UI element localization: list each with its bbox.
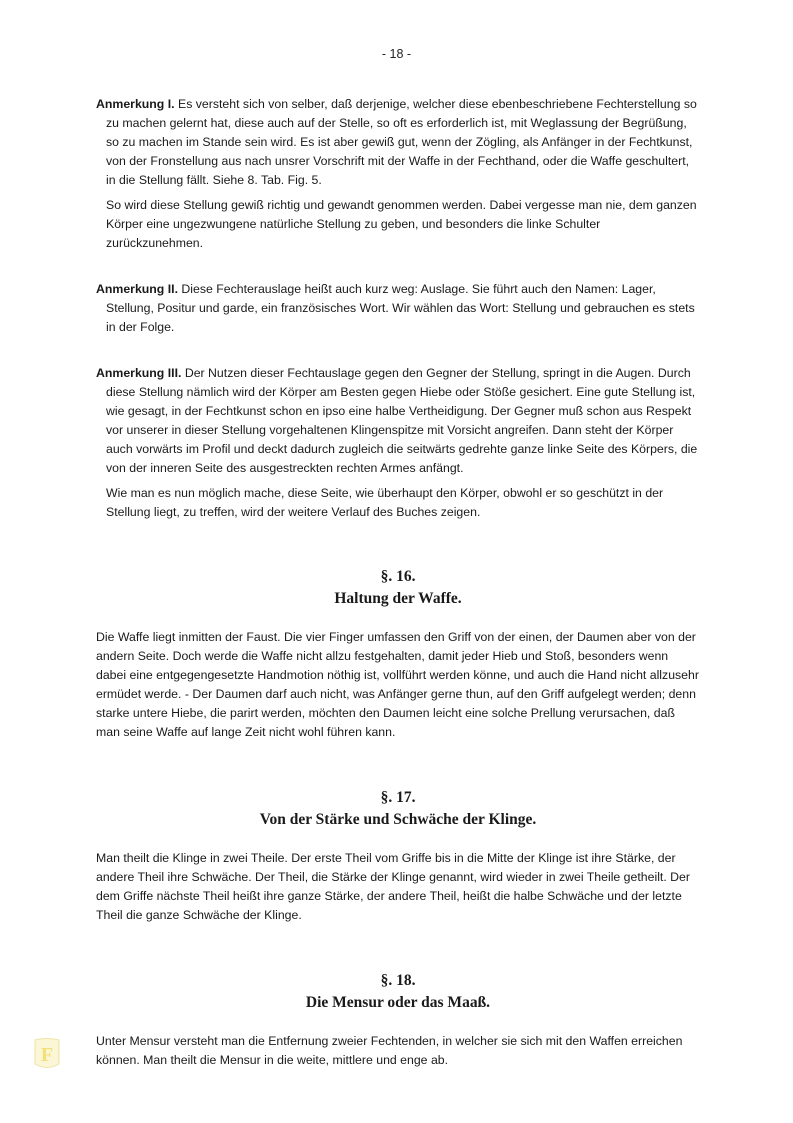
note-label: Anmerkung III. [96, 366, 182, 380]
page-number: - 18 - [381, 47, 412, 61]
note-1 [96, 95, 700, 253]
section-body: Unter Mensur versteht man die Entfernung zweier Fechtenden, in welcher sie sich mit den Waffen erreichen können. Man theilt die Mensur in die weite, mittlere und enge ab. [96, 1034, 683, 1067]
publisher-logo-icon [30, 1036, 64, 1072]
note-text: Der Nutzen dieser Fechtauslage gegen den Gegner der Stellung, springt in die Augen. Durch diese Stellung nämlich wird der Körper am Besten gegen Hiebe oder Stöße gesichert. Eine gute Stellung ist, wie gesagt, in der Fechtkunst schon en ipso eine halbe Vertheidigung. Der Gegner muß schon aus Respekt vor unserer in dieser Stellung vorgehaltenen Klingenspitze mit Vorsicht angreifen. Dann steht der Körper auch vorwärts im Profil und deckt dadurch zugleich die seitwärts gedrehte ganze linke Seite des Körpers, die von der inneren Seite des ausgestreckten rechten Armes anfängt. [106, 366, 698, 475]
logo-letter: F [40, 1044, 54, 1066]
note-text: Es versteht sich von selber, daß derjenige, welcher diese ebenbeschriebene Fechterstellung so zu machen gelernt hat, diese auch auf der Stelle, so oft es erforderlich ist, mit Weglassung der Begrüßung, so zu machen im Stande sein wird. Es ist aber gewiß gut, wenn der Zögling, als Anfänger in der Fechtkunst, von der Fronstellung aus nach unsrer Vorschrift mit der Waffe in der Fechthand, oder die Waffe geschultert, in die Stellung fällt. Siehe 8. Tab. Fig. 5. [106, 97, 697, 187]
note-label: Anmerkung II. [96, 282, 178, 296]
note-3 [96, 364, 700, 522]
note-continuation: So wird diese Stellung gewiß richtig und gewandt genommen werden. Dabei vergesse man nie, dem ganzen Körper eine ungezwungene natürliche Stellung zu geben, und besonders die linke Schulter zurückzunehmen. [106, 198, 697, 250]
section-number: §. 16. [380, 568, 416, 585]
note-text: Diese Fechterauslage heißt auch kurz weg: Auslage. Sie führt auch den Namen: Lager, Stellung, Positur und garde, ein französisches Wort. Wir wählen das Wort: Stellung und gebrauchen es stets in der Folge. [106, 282, 695, 334]
section-number: §. 17. [380, 789, 416, 806]
section-title: Die Mensur oder das Maaß. [305, 994, 491, 1011]
note-continuation: Wie man es nun möglich mache, diese Seite, wie überhaupt den Körper, obwohl er so geschützt in der Stellung liegt, zu treffen, wird der weitere Verlauf des Buches zeigen. [106, 486, 664, 519]
section-title: Haltung der Waffe. [334, 590, 462, 607]
section-body: Die Waffe liegt inmitten der Faust. Die vier Finger umfassen den Griff von der einen, der Daumen aber von der andern Seite. Doch werde die Waffe nicht allzu festgehalten, damit jeder Hieb und Stoß, besonders wenn dabei eine entgegengesetzte Handmotion nöthig ist, vollführt werden könne, und auch die Hand nicht allzusehr ermüdet werde. - Der Daumen darf auch nicht, was Anfänger gerne thun, auf den Griff aufgelegt werden; denn starke untere Hiebe, die parirt werden, möchten den Daumen leicht eine solche Prellung verursachen, daß man seine Waffe auf lange Zeit nicht wohl führen kann. [96, 630, 699, 739]
section-17 [96, 787, 700, 925]
section-18 [96, 970, 700, 1070]
note-2 [96, 280, 700, 337]
section-number: §. 18. [380, 972, 416, 989]
section-16 [96, 566, 700, 742]
note-label: Anmerkung I. [96, 97, 175, 111]
section-title: Von der Stärke und Schwäche der Klinge. [259, 811, 537, 828]
page-content [96, 95, 700, 1070]
section-body: Man theilt die Klinge in zwei Theile. Der erste Theil vom Griffe bis in die Mitte der Klinge ist ihre Stärke, der andere Theil ihre Schwäche. Der Theil, die Stärke der Klinge genannt, wird wieder in zwei Theile getheilt. Der dem Griffe nächste Theil heißt ihre ganze Stärke, der andere Theil, heißt die halbe Schwäche und der letzte Theil die ganze Schwäche der Klinge. [96, 851, 690, 922]
